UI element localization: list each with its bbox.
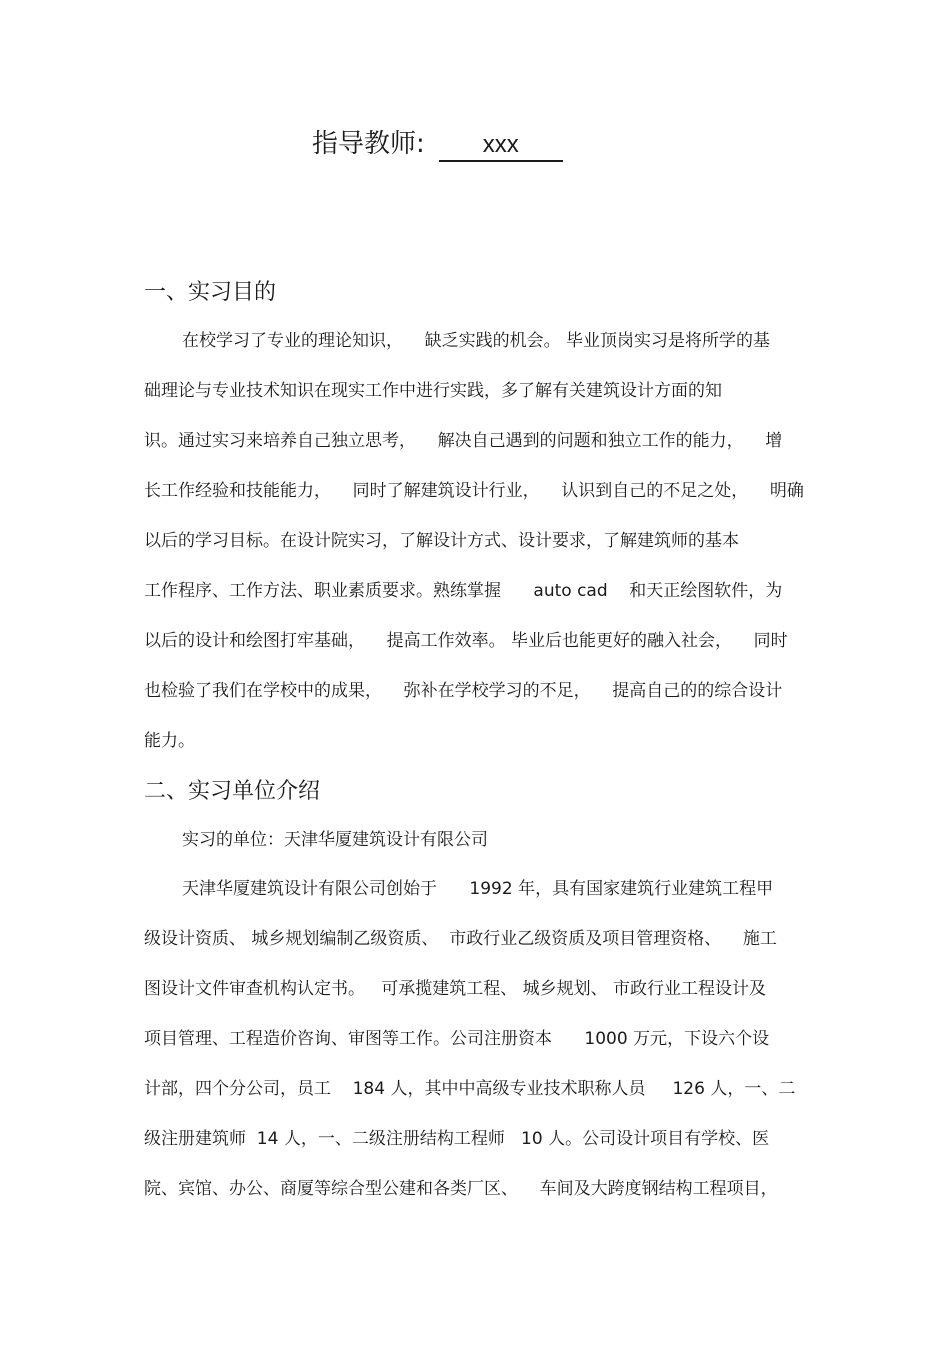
section-2-line: 计部，四个分公司，员工 184 人，其中中高级专业技术职称人员 126 人，一、二	[144, 1079, 796, 1099]
section-1-line: 能力。	[144, 731, 195, 751]
section-2-line: 级注册建筑师 14 人，一、二级注册结构工程师 10 人。公司设计项目有学校、医	[144, 1129, 770, 1149]
section-1-line: 工作程序、工作方法、职业素质要求。熟练掌握 auto cad 和天正绘图软件，为	[144, 581, 783, 601]
section-1-line: 以后的学习目标。在设计院实习，了解设计方式、设计要求，了解建筑师的基本	[144, 531, 739, 551]
section-1-line: 也检验了我们在学校中的成果， 弥补在学校学习的不足， 提高自己的的综合设计	[144, 681, 783, 701]
internship-unit-line: 实习的单位：天津华厦建筑设计有限公司	[182, 830, 488, 850]
advisor-line	[312, 124, 563, 164]
section-1-line: 以后的设计和绘图打牢基础， 提高工作效率。 毕业后也能更好的融入社会， 同时	[144, 631, 788, 651]
section-2-line: 院、宾馆、办公、商厦等综合型公建和各类厂区、 车间及大跨度钢结构工程项目，	[144, 1179, 778, 1199]
section-2-line: 级设计资质、 城乡规划编制乙级资质、 市政行业乙级资质及项目管理资格、 施工	[144, 929, 777, 949]
advisor-label: 指导教师:	[312, 129, 425, 159]
section-2-heading: 二、实习单位介绍	[144, 779, 321, 804]
section-1-line: 础理论与专业技术知识在现实工作中进行实践，多了解有关建筑设计方面的知	[144, 381, 722, 401]
section-1-line: 在校学习了专业的理论知识， 缺乏实践的机会。 毕业顶岗实习是将所学的基	[182, 331, 771, 351]
section-2-line: 天津华厦建筑设计有限公司创始于 1992 年，具有国家建筑行业建筑工程甲	[182, 879, 774, 899]
section-1-heading: 一、实习目的	[144, 280, 277, 305]
section-2-line: 项目管理、工程造价咨询、审图等工作。公司注册资本 1000 万元，下设六个设	[144, 1029, 770, 1049]
section-1-line: 识。通过实习来培养自己独立思考， 解决自己遇到的问题和独立工作的能力， 增	[144, 431, 783, 451]
section-1-line: 长工作经验和技能能力， 同时了解建筑设计行业， 认识到自己的不足之处， 明确	[144, 481, 804, 501]
section-2-line: 图设计文件审查机构认定书。 可承揽建筑工程、 城乡规划、 市政行业工程设计及	[144, 979, 767, 999]
advisor-name: xxx	[439, 130, 563, 162]
